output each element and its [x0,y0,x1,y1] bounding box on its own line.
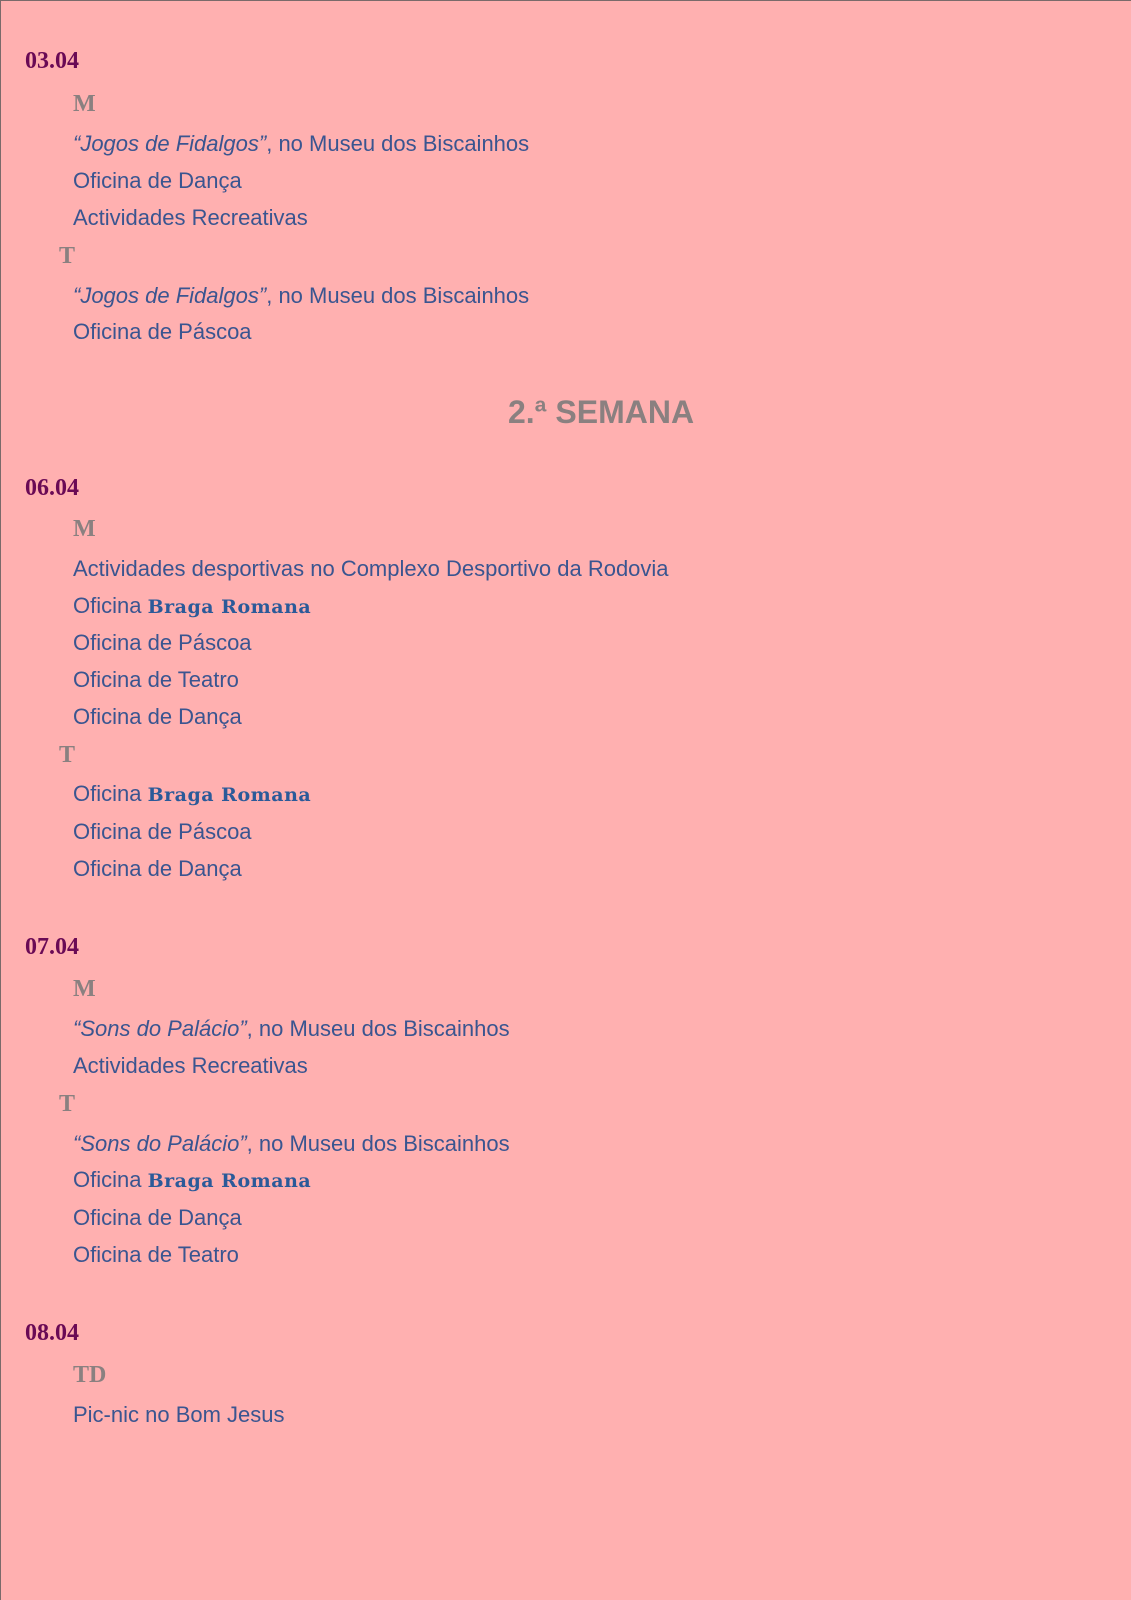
list-item [73,1016,510,1042]
period-label-afternoon: T [59,742,76,768]
event-location: , no Museu dos Biscainhos [246,1016,510,1041]
list-item [73,1131,510,1157]
item-prefix: Oficina [73,781,148,806]
day-date: 07.04 [25,934,79,960]
brand-name: Braga Romana [147,1170,312,1192]
period-label-morning: M [73,516,96,542]
period-label-full-day: TD [73,1362,107,1388]
list-item: Oficina de Dança [73,1205,242,1230]
period-label-morning: M [73,976,96,1002]
day-date: 06.04 [25,475,79,501]
list-item: Oficina de Dança [73,704,242,729]
item-prefix: Oficina [73,1167,148,1192]
item-prefix: Oficina [73,593,148,618]
list-item: Oficina de Teatro [73,667,239,692]
list-item [73,781,311,807]
day-date: 03.04 [25,48,79,74]
period-label-morning: M [73,91,96,117]
list-item: Actividades desportivas no Complexo Desportivo da Rodovia [73,556,669,581]
event-location: , no Museu dos Biscainhos [246,1131,510,1156]
brand-name: Braga Romana [147,596,312,618]
list-item: Oficina de Páscoa [73,819,252,844]
event-title: “Sons do Palácio” [73,1131,247,1156]
list-item: Oficina de Dança [73,168,242,193]
list-item [73,593,311,619]
period-label-afternoon: T [59,243,76,269]
list-item [73,131,529,157]
list-item [73,1167,311,1193]
event-title: “Jogos de Fidalgos” [73,131,267,156]
list-item [73,283,529,309]
period-label-afternoon: T [59,1091,76,1117]
event-title: “Sons do Palácio” [73,1016,247,1041]
day-date: 08.04 [25,1320,79,1346]
event-location: , no Museu dos Biscainhos [266,131,530,156]
event-title: “Jogos de Fidalgos” [73,283,267,308]
brand-name: Braga Romana [147,784,312,806]
week-heading: 2.ª SEMANA [507,394,695,430]
list-item: Actividades Recreativas [73,205,308,230]
list-item: Actividades Recreativas [73,1053,308,1078]
list-item: Oficina de Teatro [73,1242,239,1267]
list-item: Oficina de Páscoa [73,630,252,655]
list-item: Oficina de Dança [73,856,242,881]
list-item: Pic-nic no Bom Jesus [73,1402,285,1427]
event-location: , no Museu dos Biscainhos [266,283,530,308]
list-item: Oficina de Páscoa [73,319,252,344]
